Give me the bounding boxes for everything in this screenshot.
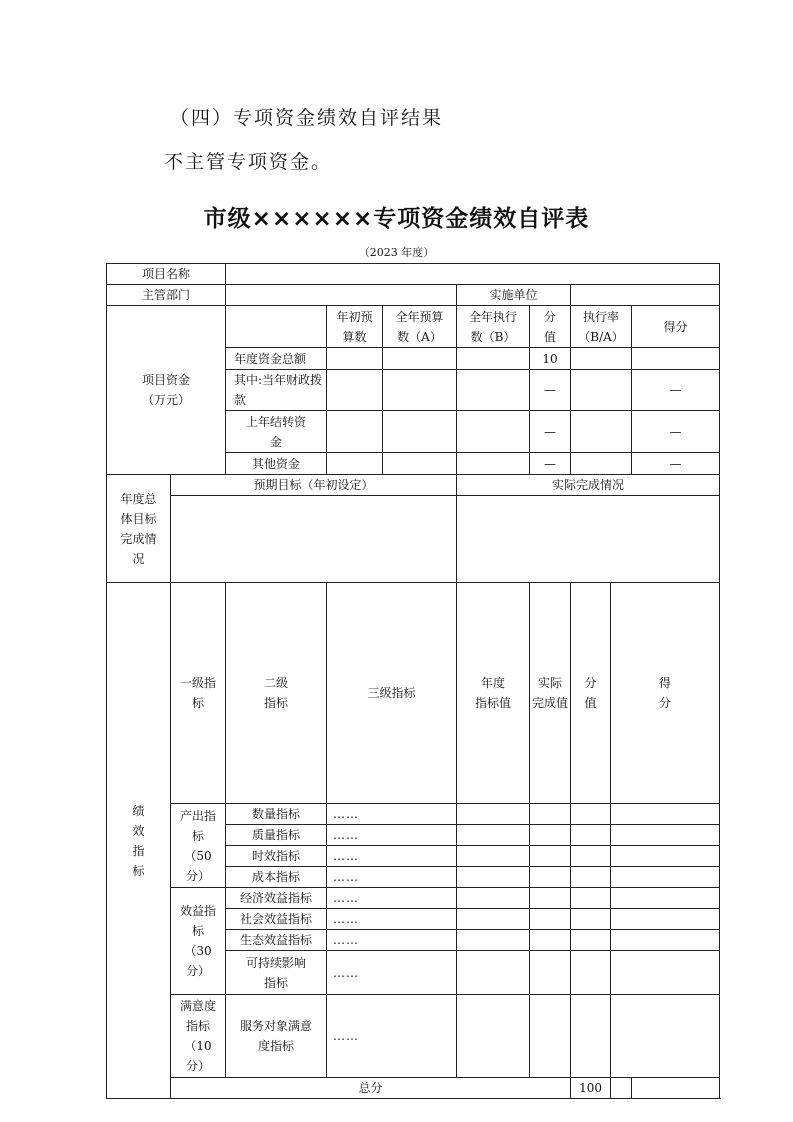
benefit-line1: 效益指 bbox=[180, 904, 217, 918]
col-execution-rate-line1: 执行率 bbox=[583, 309, 620, 324]
satisfaction-line3: （10 bbox=[184, 1039, 212, 1053]
funds-total-score: 10 bbox=[530, 348, 571, 370]
cell[interactable] bbox=[571, 348, 632, 370]
cell[interactable] bbox=[571, 909, 611, 930]
satisfaction-line1: 满意度 bbox=[180, 999, 217, 1013]
funds-other-label: 其他资金 bbox=[226, 453, 327, 475]
output-indicators-label bbox=[171, 804, 226, 888]
header-annual-line2: 指标值 bbox=[475, 696, 512, 710]
indicator-cost: 成本指标 bbox=[226, 867, 327, 888]
cell[interactable] bbox=[457, 804, 530, 825]
annual-goals-line1: 年度总 bbox=[120, 491, 157, 506]
cell[interactable] bbox=[457, 888, 530, 909]
cell[interactable] bbox=[530, 909, 571, 930]
col-execution-rate bbox=[571, 306, 632, 348]
cell[interactable] bbox=[457, 846, 530, 867]
cell[interactable] bbox=[530, 995, 571, 1078]
expected-goals-label: 预期目标（年初设定） bbox=[171, 475, 457, 496]
cell[interactable] bbox=[611, 1078, 632, 1099]
header-points-line1: 得 bbox=[659, 676, 672, 690]
header-level1-line2: 标 bbox=[192, 696, 205, 710]
header-level3: 三级指标 bbox=[327, 583, 457, 804]
ellipsis: …… bbox=[327, 909, 457, 930]
perf-label-line1: 绩 bbox=[132, 803, 145, 818]
col-annual-execution-line1: 全年执行 bbox=[469, 309, 518, 324]
col-annual-execution bbox=[457, 306, 530, 348]
annual-goals-line4: 况 bbox=[132, 551, 145, 566]
project-funds-label bbox=[107, 306, 226, 475]
col-annual-budget-line1: 全年预算 bbox=[395, 309, 444, 324]
cell[interactable] bbox=[632, 1078, 720, 1099]
total-row bbox=[107, 1078, 720, 1099]
header-points-line2: 分 bbox=[659, 696, 672, 710]
benefit-line4: 分） bbox=[186, 964, 211, 978]
funds-carryover-line2: 金 bbox=[270, 434, 283, 449]
cell[interactable] bbox=[457, 370, 530, 411]
header-score-line1: 分 bbox=[584, 676, 597, 690]
service-satisfaction-line2: 度指标 bbox=[258, 1039, 295, 1053]
output-line4: 分） bbox=[186, 868, 211, 883]
indicator-row bbox=[107, 804, 720, 825]
indicator-timeliness: 时效指标 bbox=[226, 846, 327, 867]
cell[interactable] bbox=[457, 930, 530, 951]
header-level2-line2: 指标 bbox=[264, 696, 289, 710]
actual-completion-content[interactable] bbox=[457, 496, 720, 583]
annual-goals-line2: 体目标 bbox=[120, 511, 157, 526]
cell[interactable] bbox=[530, 804, 571, 825]
department-value[interactable] bbox=[226, 285, 457, 306]
cell[interactable] bbox=[530, 867, 571, 888]
cell[interactable] bbox=[530, 825, 571, 846]
satisfaction-line2: 指标 bbox=[186, 1019, 211, 1033]
cell[interactable] bbox=[611, 888, 720, 909]
cell[interactable] bbox=[611, 867, 720, 888]
ellipsis: …… bbox=[327, 951, 457, 995]
header-actual-line1: 实际 bbox=[538, 676, 563, 690]
cell[interactable] bbox=[457, 453, 530, 475]
col-score-value bbox=[530, 306, 571, 348]
goals-header-row bbox=[107, 475, 720, 496]
dash: — bbox=[530, 370, 571, 411]
total-score-label: 总分 bbox=[171, 1078, 571, 1099]
cell[interactable] bbox=[611, 951, 720, 995]
satisfaction-indicators-label bbox=[171, 995, 226, 1078]
dash: — bbox=[632, 411, 720, 453]
ellipsis: …… bbox=[327, 846, 457, 867]
perf-label-line2: 效 bbox=[132, 823, 145, 838]
benefit-indicators-label bbox=[171, 888, 226, 995]
indicator-sustainable bbox=[226, 951, 327, 995]
cell[interactable] bbox=[571, 951, 611, 995]
funds-carryover-label bbox=[226, 411, 327, 453]
header-actual-line2: 完成值 bbox=[532, 696, 569, 710]
cell[interactable] bbox=[611, 995, 720, 1078]
performance-indicators-label bbox=[107, 583, 171, 1099]
indicator-economic: 经济效益指标 bbox=[226, 888, 327, 909]
header-points bbox=[611, 583, 720, 804]
cell[interactable] bbox=[327, 411, 383, 453]
cell[interactable] bbox=[327, 370, 383, 411]
perf-label-line3: 指 bbox=[132, 843, 145, 858]
body-paragraph: 不主管专项资金。 bbox=[164, 151, 333, 173]
header-annual-value bbox=[457, 583, 530, 804]
output-line2: 标 bbox=[192, 828, 205, 843]
col-score-value-line2: 值 bbox=[544, 329, 557, 344]
output-line1: 产出指 bbox=[180, 808, 217, 823]
ellipsis: …… bbox=[327, 867, 457, 888]
cell[interactable] bbox=[571, 930, 611, 951]
sustainable-line1: 可持续影响 bbox=[246, 955, 307, 970]
expected-goals-content[interactable] bbox=[171, 496, 457, 583]
ellipsis: …… bbox=[327, 888, 457, 909]
ellipsis: …… bbox=[327, 995, 457, 1078]
funds-header-row bbox=[107, 306, 720, 348]
ellipsis: …… bbox=[327, 930, 457, 951]
project-name-row bbox=[107, 264, 720, 285]
cell[interactable] bbox=[327, 453, 383, 475]
cell[interactable] bbox=[530, 930, 571, 951]
benefit-line3: （30 bbox=[184, 944, 212, 958]
cell[interactable] bbox=[571, 370, 632, 411]
funds-carryover-line1: 上年结转资 bbox=[246, 414, 307, 429]
col-score-value-line1: 分 bbox=[544, 309, 557, 324]
perf-label-line4: 标 bbox=[132, 863, 145, 878]
funds-blank-header bbox=[226, 306, 327, 348]
col-annual-budget-line2: 数（A） bbox=[397, 329, 442, 344]
satisfaction-line4: 分） bbox=[186, 1059, 211, 1073]
cell[interactable] bbox=[571, 846, 611, 867]
cell[interactable] bbox=[327, 348, 383, 370]
cell[interactable] bbox=[611, 930, 720, 951]
cell[interactable] bbox=[611, 846, 720, 867]
indicator-service-satisfaction bbox=[226, 995, 327, 1078]
service-satisfaction-line1: 服务对象满意 bbox=[240, 1019, 313, 1033]
cell[interactable] bbox=[571, 825, 611, 846]
indicator-social: 社会效益指标 bbox=[226, 909, 327, 930]
cell[interactable] bbox=[530, 951, 571, 995]
cell[interactable] bbox=[457, 348, 530, 370]
benefit-line2: 标 bbox=[192, 924, 205, 938]
col-points: 得分 bbox=[632, 306, 720, 348]
cell[interactable] bbox=[611, 909, 720, 930]
cell[interactable] bbox=[571, 804, 611, 825]
cell[interactable] bbox=[611, 825, 720, 846]
indicator-row bbox=[107, 995, 720, 1078]
cell[interactable] bbox=[383, 453, 457, 475]
funds-fiscal-label: 其中:当年财政拨款 bbox=[226, 370, 327, 411]
indicator-row bbox=[107, 888, 720, 909]
cell[interactable] bbox=[383, 411, 457, 453]
ellipsis: …… bbox=[327, 804, 457, 825]
form-title: 市级××××××专项资金绩效自评表 bbox=[203, 206, 590, 232]
cell[interactable] bbox=[571, 867, 611, 888]
actual-completion-label: 实际完成情况 bbox=[457, 475, 720, 496]
header-level1 bbox=[171, 583, 226, 804]
cell[interactable] bbox=[383, 370, 457, 411]
department-row bbox=[107, 285, 720, 306]
dash: — bbox=[530, 411, 571, 453]
cell[interactable] bbox=[571, 411, 632, 453]
header-level1-line1: 一级指 bbox=[180, 676, 217, 690]
header-annual-line1: 年度 bbox=[481, 676, 506, 690]
annual-goals-label bbox=[107, 475, 171, 583]
header-score-line2: 值 bbox=[584, 696, 597, 710]
indicator-ecological: 生态效益指标 bbox=[226, 930, 327, 951]
header-actual-value bbox=[530, 583, 571, 804]
implementing-unit-value[interactable] bbox=[571, 285, 720, 306]
col-initial-budget-line1: 年初预 bbox=[336, 309, 373, 324]
col-annual-budget bbox=[383, 306, 457, 348]
col-initial-budget bbox=[327, 306, 383, 348]
form-year: （2023 年度） bbox=[358, 246, 435, 259]
cell[interactable] bbox=[457, 825, 530, 846]
cell[interactable] bbox=[632, 348, 720, 370]
cell[interactable] bbox=[530, 846, 571, 867]
col-initial-budget-line2: 算数 bbox=[342, 329, 367, 344]
col-execution-rate-line2: （B/A） bbox=[578, 329, 624, 344]
cell[interactable] bbox=[457, 867, 530, 888]
department-label: 主管部门 bbox=[107, 285, 226, 306]
output-line3: （50 bbox=[184, 848, 212, 863]
cell[interactable] bbox=[383, 348, 457, 370]
annual-goals-line3: 完成情 bbox=[120, 531, 157, 546]
col-annual-execution-line2: 数（B） bbox=[470, 329, 516, 344]
section-heading: （四）专项资金绩效自评结果 bbox=[170, 107, 444, 129]
header-level2 bbox=[226, 583, 327, 804]
project-funds-label-line2: （万元） bbox=[142, 393, 191, 407]
cell[interactable] bbox=[457, 995, 530, 1078]
cell[interactable] bbox=[571, 453, 632, 475]
implementing-unit-label: 实施单位 bbox=[457, 285, 571, 306]
cell[interactable] bbox=[457, 411, 530, 453]
cell[interactable] bbox=[457, 909, 530, 930]
dash: — bbox=[632, 453, 720, 475]
dash: — bbox=[632, 370, 720, 411]
ellipsis: …… bbox=[327, 825, 457, 846]
cell[interactable] bbox=[571, 888, 611, 909]
evaluation-table bbox=[106, 263, 720, 1099]
sustainable-line2: 指标 bbox=[264, 975, 289, 990]
funds-total-label: 年度资金总额 bbox=[226, 348, 327, 370]
goals-content-row bbox=[107, 496, 720, 583]
indicator-quantity: 数量指标 bbox=[226, 804, 327, 825]
indicator-quality: 质量指标 bbox=[226, 825, 327, 846]
total-score-value: 100 bbox=[571, 1078, 611, 1099]
cell[interactable] bbox=[571, 995, 611, 1078]
indicators-header-row bbox=[107, 583, 720, 804]
header-level2-line1: 二级 bbox=[264, 676, 289, 690]
project-funds-label-line1: 项目资金 bbox=[142, 373, 191, 387]
cell[interactable] bbox=[611, 804, 720, 825]
project-name-value[interactable] bbox=[226, 264, 720, 285]
cell[interactable] bbox=[457, 951, 530, 995]
project-name-label: 项目名称 bbox=[107, 264, 226, 285]
header-score bbox=[571, 583, 611, 804]
cell[interactable] bbox=[530, 888, 571, 909]
dash: — bbox=[530, 453, 571, 475]
